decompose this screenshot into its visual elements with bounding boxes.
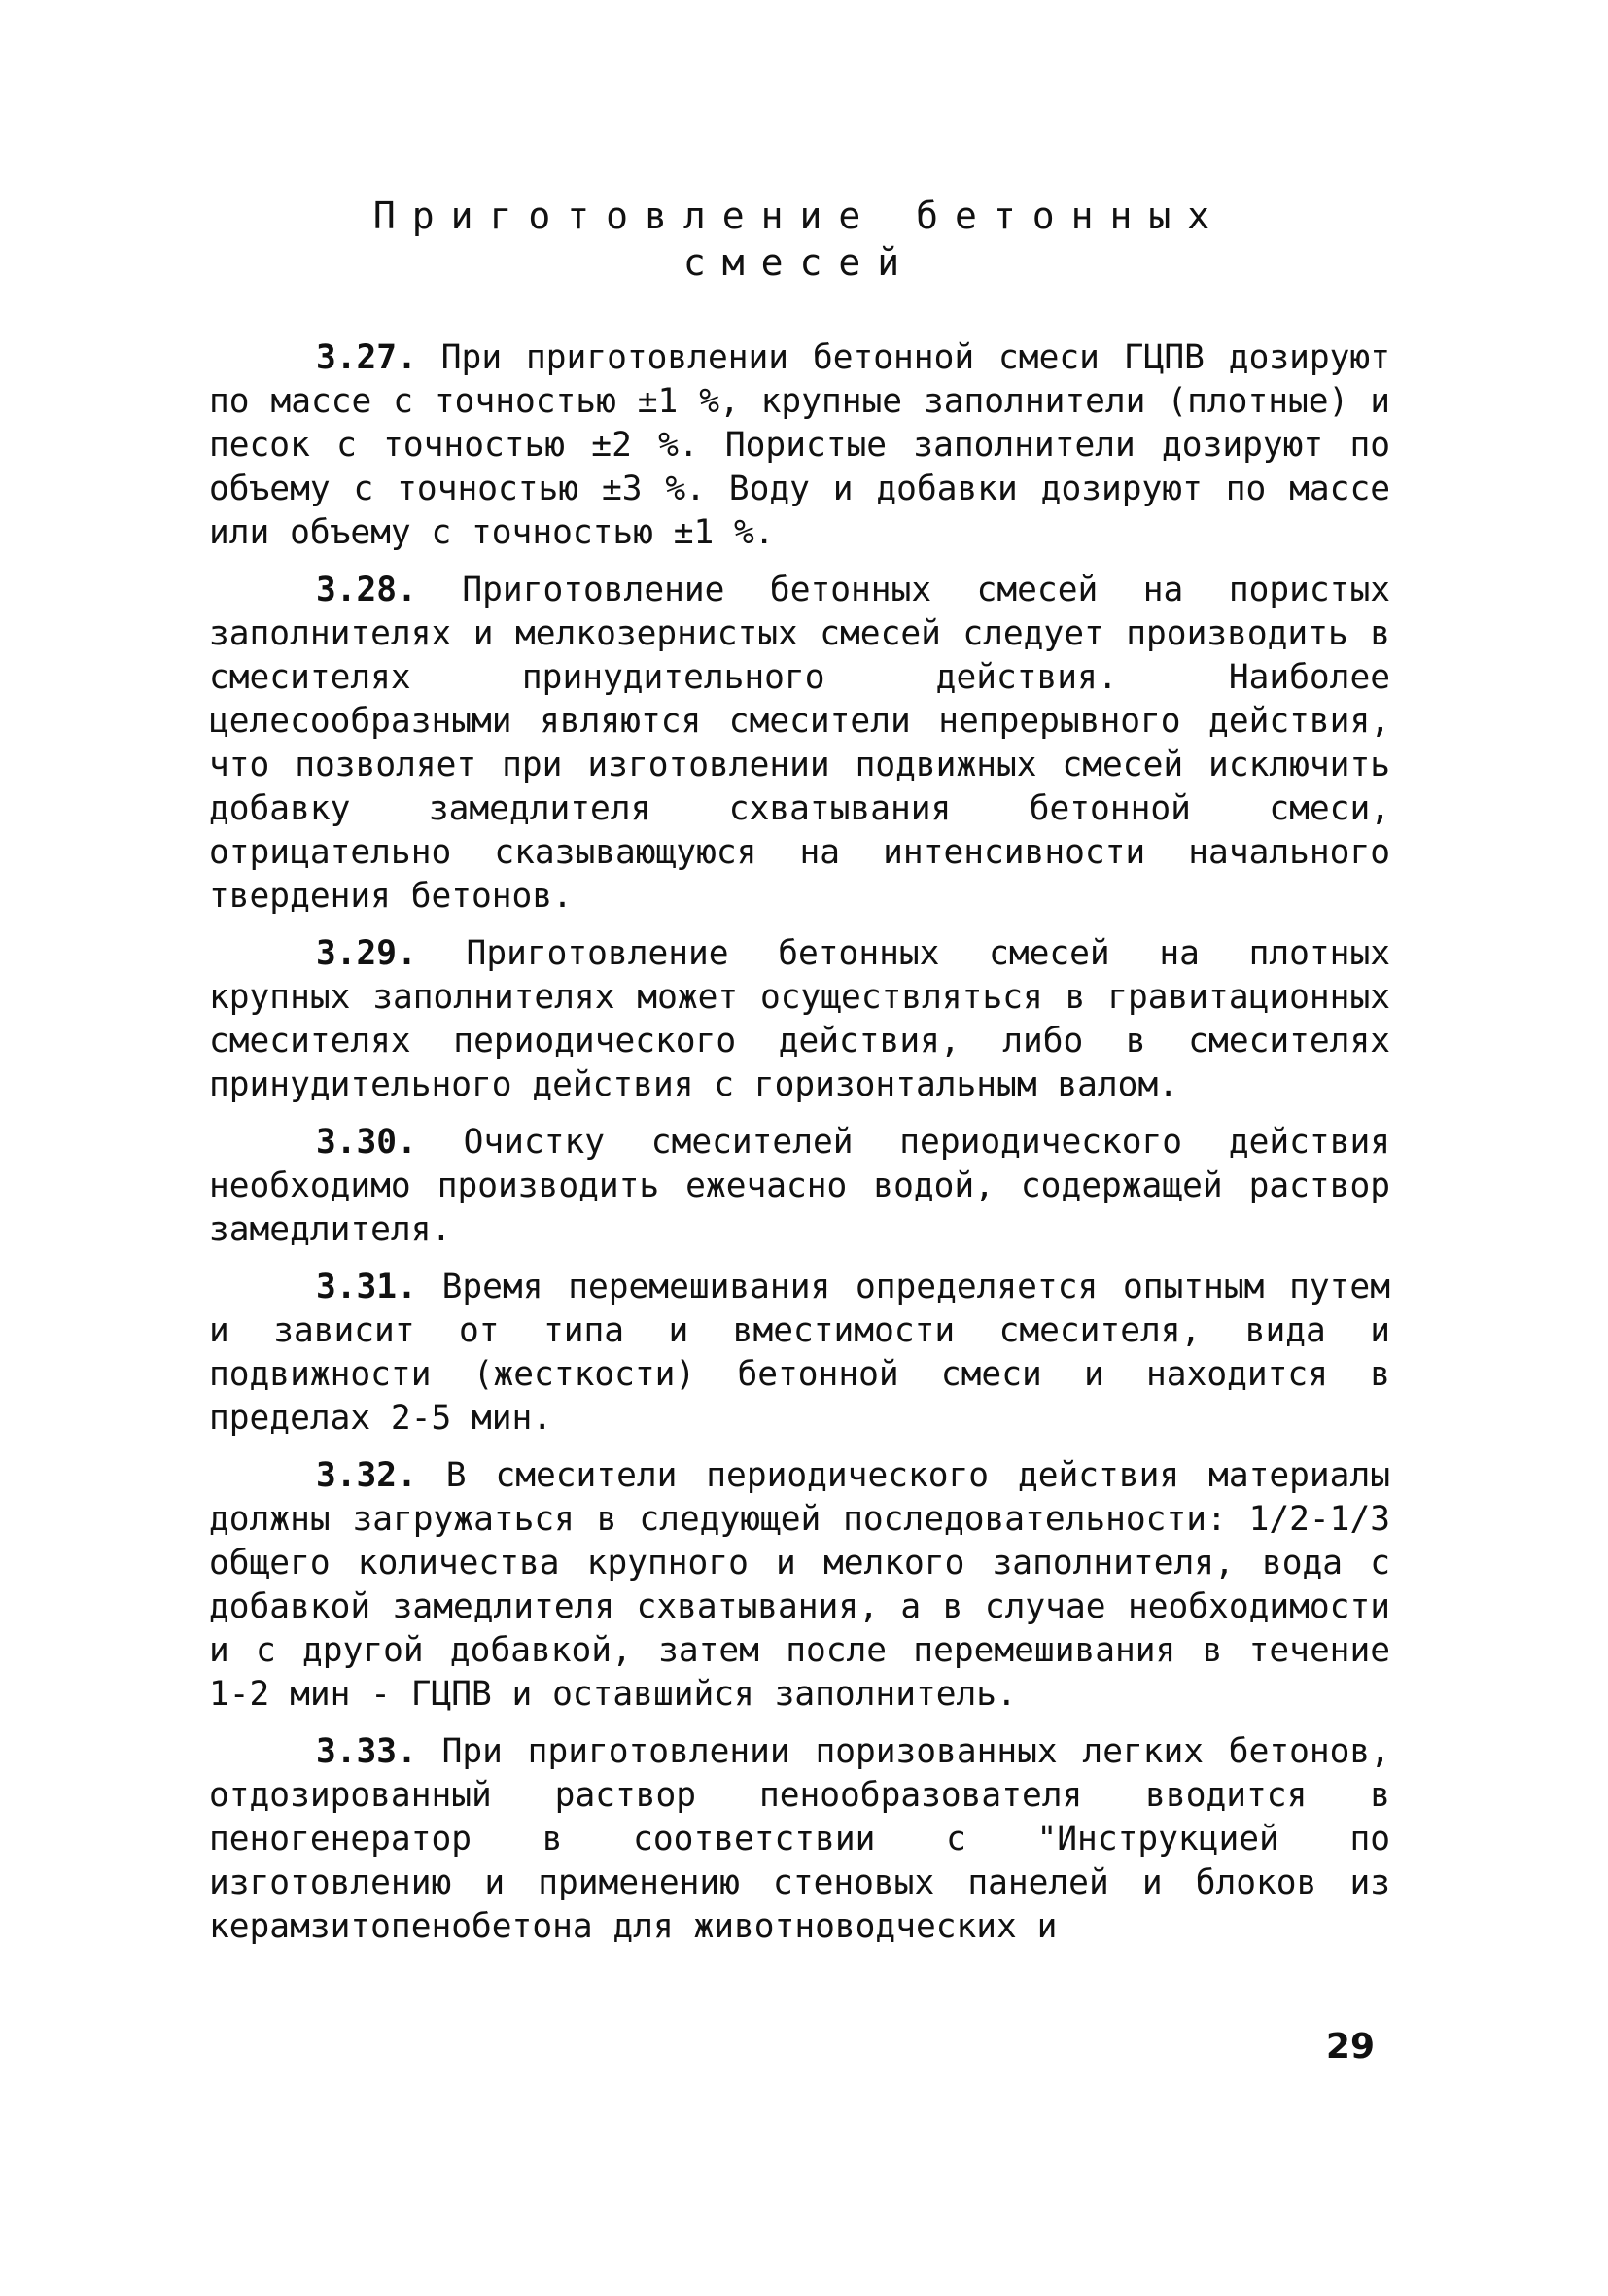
- paragraph-3-29: [209, 932, 1390, 1107]
- page-number: 29: [1325, 2027, 1375, 2067]
- section-heading-line-1: Приготовление бетонных: [372, 194, 1227, 237]
- paragraph-text: Приготовление бетонных смесей на пористых заполнителях и мелкозернистых смесей следует производить в смесителях принудительного действия. Наиболее целесообразными являются смесители непрерывного действия, что позволяет при изготовлении подвижных смесей исключить добавку замедлителя схватывания бетонной смеси, отрицательно сказывающуюся на интенсивности начального твердения бетонов.: [209, 571, 1390, 916]
- paragraph-number: 3.33.: [316, 1732, 417, 1771]
- paragraph-3-33: [209, 1730, 1390, 1949]
- paragraph-3-31: [209, 1266, 1390, 1441]
- document-page: [209, 192, 1390, 1963]
- section-heading-line-2: смесей: [682, 241, 917, 284]
- paragraph-number: 3.30.: [316, 1123, 417, 1162]
- paragraph-number: 3.32.: [316, 1456, 417, 1495]
- paragraph-text: Очистку смесителей периодического действия необходимо производить ежечасно водой, содержащей раствор замедлителя.: [209, 1123, 1391, 1249]
- paragraph-text: В смесители периодического действия материалы должны загружаться в следующей последовательности: 1/2-1/3 общего количества крупного и мелкого заполнителя, вода с добавкой замедлителя схватывания, а в случае необходимости и с другой добавкой, затем после перемешивания в течение 1-2 мин - ГЦПВ и оставшийся заполнитель.: [209, 1456, 1390, 1714]
- paragraph-text: При приготовлении поризованных легких бетонов, отдозированный раствор пенообразователя вводится в пеногенератор в соответствии с "Инструкцией по изготовлению и применению стеновых панелей и блоков из керамзитопенобетона для животноводческих и: [209, 1732, 1390, 1946]
- paragraph-3-30: [209, 1121, 1390, 1252]
- paragraph-number: 3.29.: [316, 934, 417, 973]
- paragraph-number: 3.31.: [316, 1268, 417, 1306]
- section-heading: [209, 192, 1390, 286]
- paragraph-text: Время перемешивания определяется опытным путем и зависит от типа и вместимости смесителя, вида и подвижности (жесткости) бетонной смеси и находится в пределах 2-5 мин.: [209, 1268, 1390, 1438]
- paragraph-number: 3.27.: [316, 338, 417, 377]
- paragraph-text: При приготовлении бетонной смеси ГЦПВ дозируют по массе с точностью ±1 %, крупные заполнители (плотные) и песок с точностью ±2 %. Пористые заполнители дозируют по объему с точностью ±3 %. Воду и добавки дозируют по массе или объему с точностью ±1 %.: [209, 338, 1390, 552]
- paragraph-3-32: [209, 1454, 1390, 1717]
- paragraph-3-28: [209, 569, 1390, 919]
- paragraph-number: 3.28.: [316, 571, 417, 609]
- paragraph-3-27: [209, 336, 1390, 555]
- paragraph-text: Приготовление бетонных смесей на плотных крупных заполнителях может осуществляться в гравитационных смесителях периодического действия, либо в смесителях принудительного действия с горизонтальным валом.: [209, 934, 1390, 1104]
